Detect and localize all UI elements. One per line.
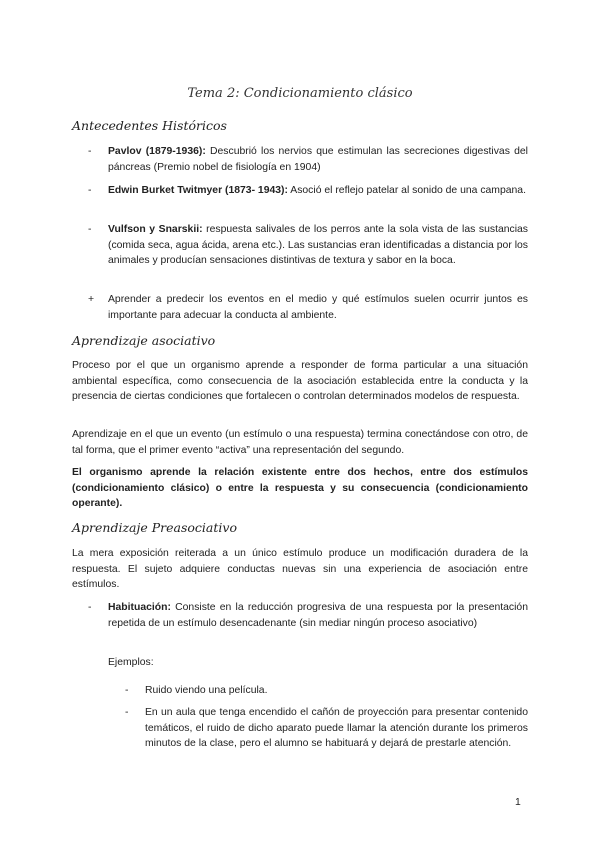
item-term: Habituación: xyxy=(108,602,171,613)
heading-antecedentes: Antecedentes Históricos xyxy=(72,118,227,133)
page-title: Tema 2: Condicionamiento clásico xyxy=(187,86,413,101)
list-marker: - xyxy=(88,224,92,235)
paragraph: La mera exposición reiterada a un único estímulo produce un modificación duradera de la respuesta. El sujeto adquiere conductas nuevas sin una experiencia de asociación entre estímulos. xyxy=(72,548,528,590)
item-text: Consiste en la reducción progresiva de una respuesta por la presentación repetida de un estímulo desencadenante (sin mediar ningún proceso asociativo) xyxy=(108,602,528,629)
list-marker: - xyxy=(88,602,92,613)
item-term: Pavlov (1879-1936): xyxy=(108,146,206,157)
heading-preasociativo: Aprendizaje Preasociativo xyxy=(72,520,237,535)
list-item xyxy=(88,222,528,269)
example-text: En un aula que tenga encendido el cañón de proyección para presentar contenido temáticos, el ruido de dicho aparato puede llamar la atención durante los primeros minutos de la clase, pero el alumno se habituará y dejará de prestarle atención. xyxy=(145,707,528,749)
list-marker: - xyxy=(88,146,92,157)
list-item xyxy=(88,600,528,631)
example-item xyxy=(125,705,528,752)
list-marker: - xyxy=(125,685,129,696)
paragraph: Proceso por el que un organismo aprende a responder de forma particular a una situación ambiental específica, como consecuencia de la asociación establecida entre la conducta y la presencia de ciertas condiciones que fortalecen o controlan determinados modelos de respuesta. xyxy=(72,360,528,402)
paragraph: Aprendizaje en el que un evento (un estímulo o una respuesta) termina conectándose con otro, de tal forma, que el primer evento “activa” una representación del segundo. xyxy=(72,429,528,456)
item-text: Aprender a predecir los eventos en el medio y qué estímulos suelen ocurrir juntos es importante para adecuar la conducta al ambiente. xyxy=(108,294,528,321)
list-item xyxy=(88,183,528,199)
list-item xyxy=(88,292,528,323)
example-item xyxy=(125,683,528,699)
item-term: Vulfson y Snarskii: xyxy=(108,224,203,235)
item-text: Asoció el reflejo patelar al sonido de una campana. xyxy=(287,185,526,196)
item-text: Descubrió los nervios que estimulan las secreciones digestivas del páncreas (Premio nobel de fisiología en 1904) xyxy=(108,146,528,173)
item-text: respuesta salivales de los perros ante la sola vista de las sustancias (comida seca, agua ácida, arena etc.). Las sustancias eran identificadas a distancia por los animales y producían sensaciones distintivas de textura y sabor en la boca. xyxy=(108,224,529,266)
item-term: Edwin Burket Twitmyer (1873- 1943): xyxy=(108,185,288,196)
list-marker: - xyxy=(125,707,129,718)
heading-asociativo: Aprendizaje asociativo xyxy=(72,333,216,348)
bold-paragraph: El organismo aprende la relación existente entre dos hechos, entre dos estímulos (condicionamiento clásico) o entre la respuesta y su consecuencia (condicionamiento operante). xyxy=(72,467,528,509)
list-marker: + xyxy=(88,294,95,305)
list-marker: - xyxy=(88,185,92,196)
example-text: Ruido viendo una película. xyxy=(145,685,268,696)
page-number: 1 xyxy=(515,797,521,808)
examples-label: Ejemplos: xyxy=(108,657,154,668)
list-item xyxy=(88,144,528,175)
